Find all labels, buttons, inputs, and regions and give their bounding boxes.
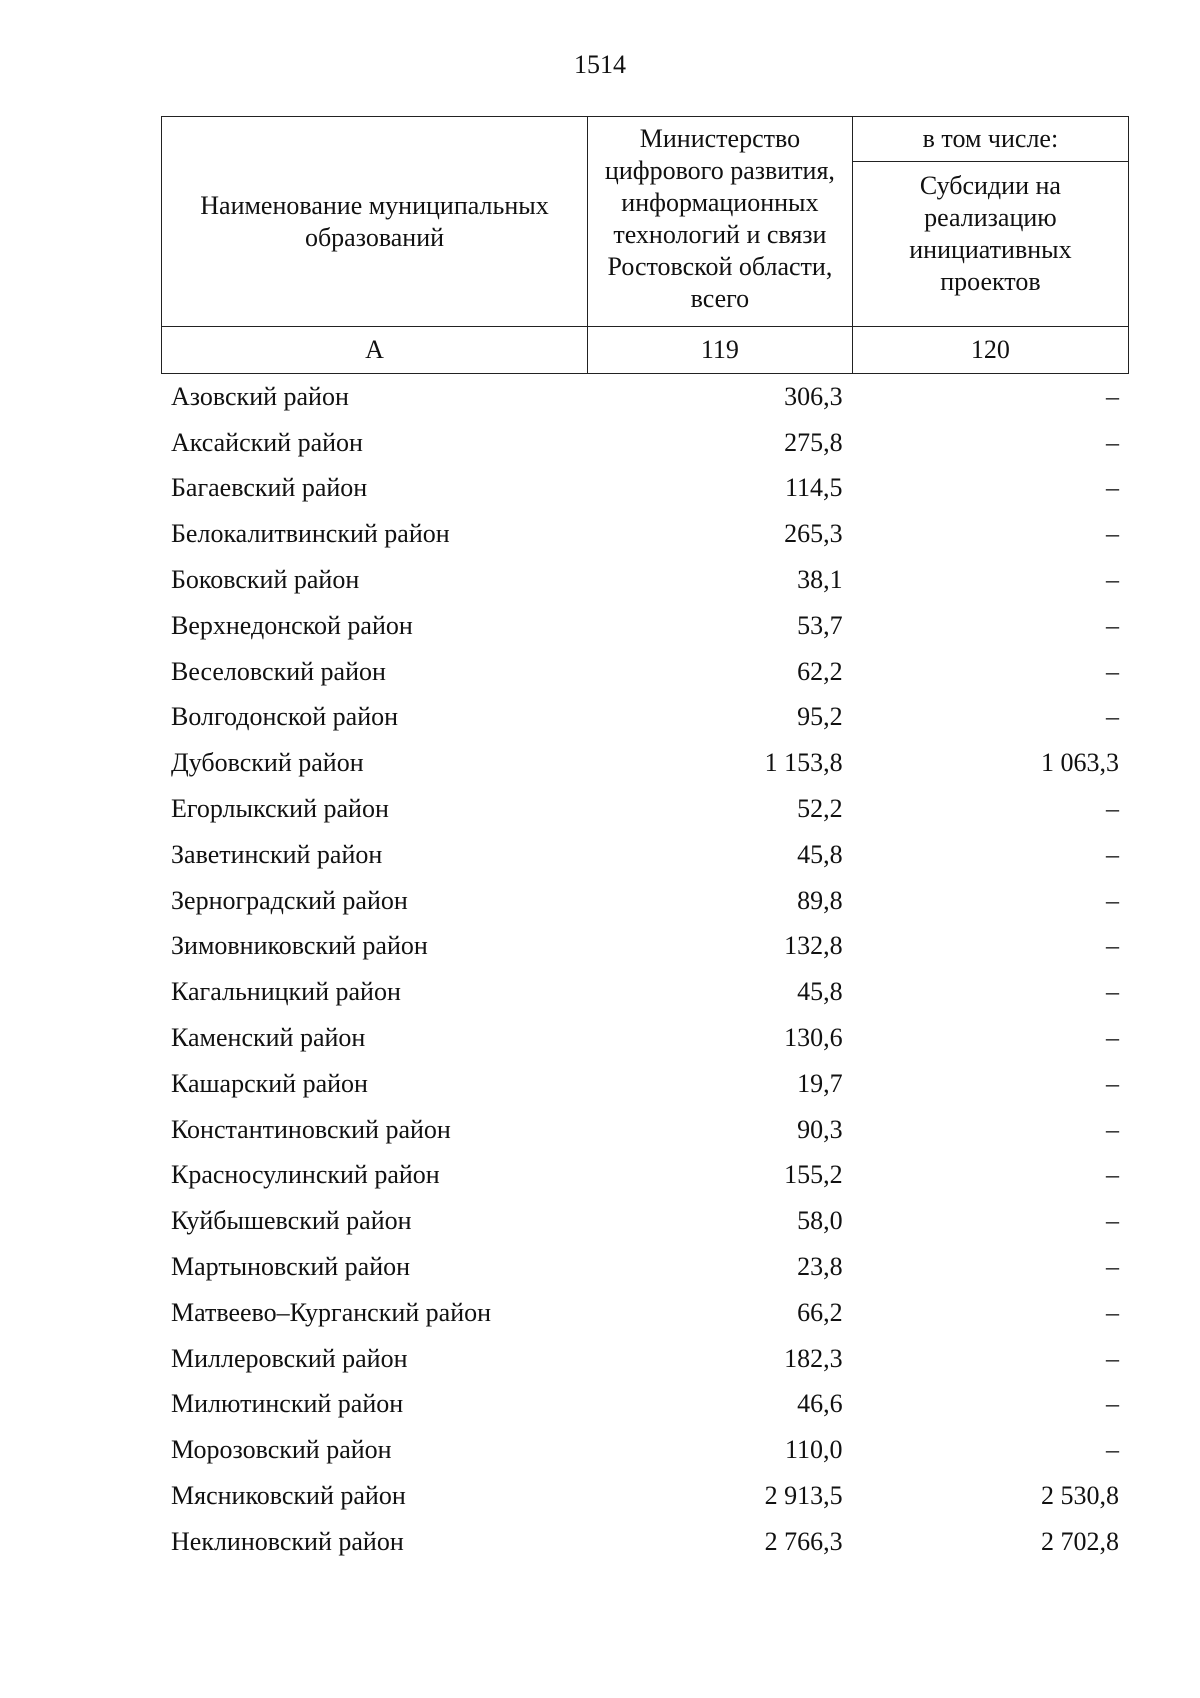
row-subsidy: – — [1106, 1068, 1119, 1098]
row-total: 19,7 — [797, 1068, 843, 1098]
row-total: 2 913,5 — [764, 1481, 843, 1511]
table-row — [161, 1015, 1129, 1061]
row-subsidy: – — [1106, 1252, 1119, 1282]
table-body — [161, 374, 1129, 1565]
row-total: 45,8 — [797, 977, 843, 1007]
row-name: Мясниковский район — [171, 1481, 406, 1511]
table-row — [161, 374, 1129, 420]
table-row — [161, 557, 1129, 603]
table-row — [161, 1519, 1129, 1565]
row-total: 66,2 — [797, 1297, 843, 1327]
row-name: Кашарский район — [171, 1068, 368, 1098]
table-row — [161, 420, 1129, 466]
row-name: Константиновский район — [171, 1114, 451, 1144]
row-total: 265,3 — [784, 519, 843, 549]
row-name: Зимовниковский район — [171, 931, 428, 961]
table-row — [161, 832, 1129, 878]
row-name: Морозовский район — [171, 1435, 392, 1465]
row-name: Матвеево–Курганский район — [171, 1297, 492, 1327]
row-total: 132,8 — [784, 931, 843, 961]
row-name: Дубовский район — [171, 748, 364, 778]
table-row — [161, 1061, 1129, 1107]
header-subsidy-column: Субсидии на реализацию инициативных проектов — [852, 162, 1128, 327]
row-total: 1 153,8 — [764, 748, 843, 778]
row-subsidy: – — [1106, 931, 1119, 961]
row-subsidy: – — [1106, 610, 1119, 640]
table-row — [161, 969, 1129, 1015]
row-total: 182,3 — [784, 1343, 843, 1373]
table-row — [161, 740, 1129, 786]
header-index-subsidy: 120 — [852, 327, 1128, 374]
row-subsidy: – — [1106, 839, 1119, 869]
table-row — [161, 1382, 1129, 1428]
table-row — [161, 1473, 1129, 1519]
row-subsidy: 2 530,8 — [1041, 1481, 1119, 1511]
row-subsidy: – — [1106, 1389, 1119, 1419]
table-row — [161, 1336, 1129, 1382]
table-row — [161, 786, 1129, 832]
row-subsidy: – — [1106, 1160, 1119, 1190]
table-row — [161, 1290, 1129, 1336]
row-name: Мартыновский район — [171, 1252, 411, 1282]
row-name: Милютинский район — [171, 1389, 404, 1419]
row-name: Егорлыкский район — [171, 794, 389, 824]
row-name: Красносулинский район — [171, 1160, 440, 1190]
row-name: Неклиновский район — [171, 1526, 404, 1556]
row-name: Зерноградский район — [171, 885, 408, 915]
row-total: 90,3 — [797, 1114, 843, 1144]
row-total: 52,2 — [797, 794, 843, 824]
table-row — [161, 878, 1129, 924]
table-row — [161, 603, 1129, 649]
row-total: 46,6 — [797, 1389, 843, 1419]
table-row — [161, 1244, 1129, 1290]
table-row — [161, 1427, 1129, 1473]
row-subsidy: – — [1106, 1206, 1119, 1236]
table-row — [161, 1107, 1129, 1153]
row-subsidy: – — [1106, 1435, 1119, 1465]
page-number: 1514 — [574, 50, 626, 79]
header-total-column: Министерство цифрового развития, информационных технологий и связи Ростовской области, всего — [588, 117, 853, 327]
row-subsidy: – — [1106, 427, 1119, 457]
row-subsidy: – — [1106, 519, 1119, 549]
row-name: Кагальницкий район — [171, 977, 401, 1007]
row-subsidy: 2 702,8 — [1041, 1526, 1119, 1556]
row-total: 62,2 — [797, 656, 843, 686]
table-header — [161, 116, 1129, 374]
row-name: Волгодонской район — [171, 702, 399, 732]
row-total: 38,1 — [797, 565, 843, 595]
row-subsidy: – — [1106, 1343, 1119, 1373]
row-total: 155,2 — [784, 1160, 843, 1190]
row-subsidy: – — [1106, 1114, 1119, 1144]
header-index-total: 119 — [588, 327, 853, 374]
header-name-column: Наименование муниципальных образований — [162, 117, 588, 327]
row-name: Куйбышевский район — [171, 1206, 412, 1236]
row-subsidy: – — [1106, 794, 1119, 824]
row-total: 45,8 — [797, 839, 843, 869]
row-name: Миллеровский район — [171, 1343, 408, 1373]
table-row — [161, 466, 1129, 512]
row-subsidy: – — [1106, 1023, 1119, 1053]
table-row — [161, 924, 1129, 970]
row-name: Аксайский район — [171, 427, 363, 457]
row-subsidy: – — [1106, 977, 1119, 1007]
row-subsidy: – — [1106, 473, 1119, 503]
row-total: 23,8 — [797, 1252, 843, 1282]
row-subsidy: – — [1106, 1297, 1119, 1327]
row-subsidy: – — [1106, 702, 1119, 732]
row-name: Боковский район — [171, 565, 360, 595]
table-row — [161, 1153, 1129, 1199]
row-name: Азовский район — [171, 381, 349, 411]
row-total: 89,8 — [797, 885, 843, 915]
table-row — [161, 695, 1129, 741]
row-name: Белокалитвинский район — [171, 519, 450, 549]
row-name: Багаевский район — [171, 473, 368, 503]
row-total: 275,8 — [784, 427, 843, 457]
row-name: Заветинский район — [171, 839, 383, 869]
row-total: 2 766,3 — [764, 1526, 843, 1556]
table-row — [161, 1198, 1129, 1244]
row-subsidy: – — [1106, 885, 1119, 915]
row-subsidy: – — [1106, 565, 1119, 595]
header-including: в том числе: — [852, 117, 1128, 162]
header-index-name: А — [162, 327, 588, 374]
row-total: 58,0 — [797, 1206, 843, 1236]
row-total: 114,5 — [785, 473, 843, 503]
row-total: 110,0 — [785, 1435, 843, 1465]
row-total: 53,7 — [797, 610, 843, 640]
row-total: 95,2 — [797, 702, 843, 732]
row-name: Каменский район — [171, 1023, 366, 1053]
row-total: 130,6 — [784, 1023, 843, 1053]
table-row — [161, 649, 1129, 695]
row-total: 306,3 — [784, 381, 843, 411]
row-name: Веселовский район — [171, 656, 386, 686]
row-subsidy: – — [1106, 656, 1119, 686]
table-row — [161, 511, 1129, 557]
row-subsidy: – — [1106, 381, 1119, 411]
row-subsidy: 1 063,3 — [1041, 748, 1119, 778]
budget-table — [161, 116, 1129, 1565]
row-name: Верхнедонской район — [171, 610, 413, 640]
